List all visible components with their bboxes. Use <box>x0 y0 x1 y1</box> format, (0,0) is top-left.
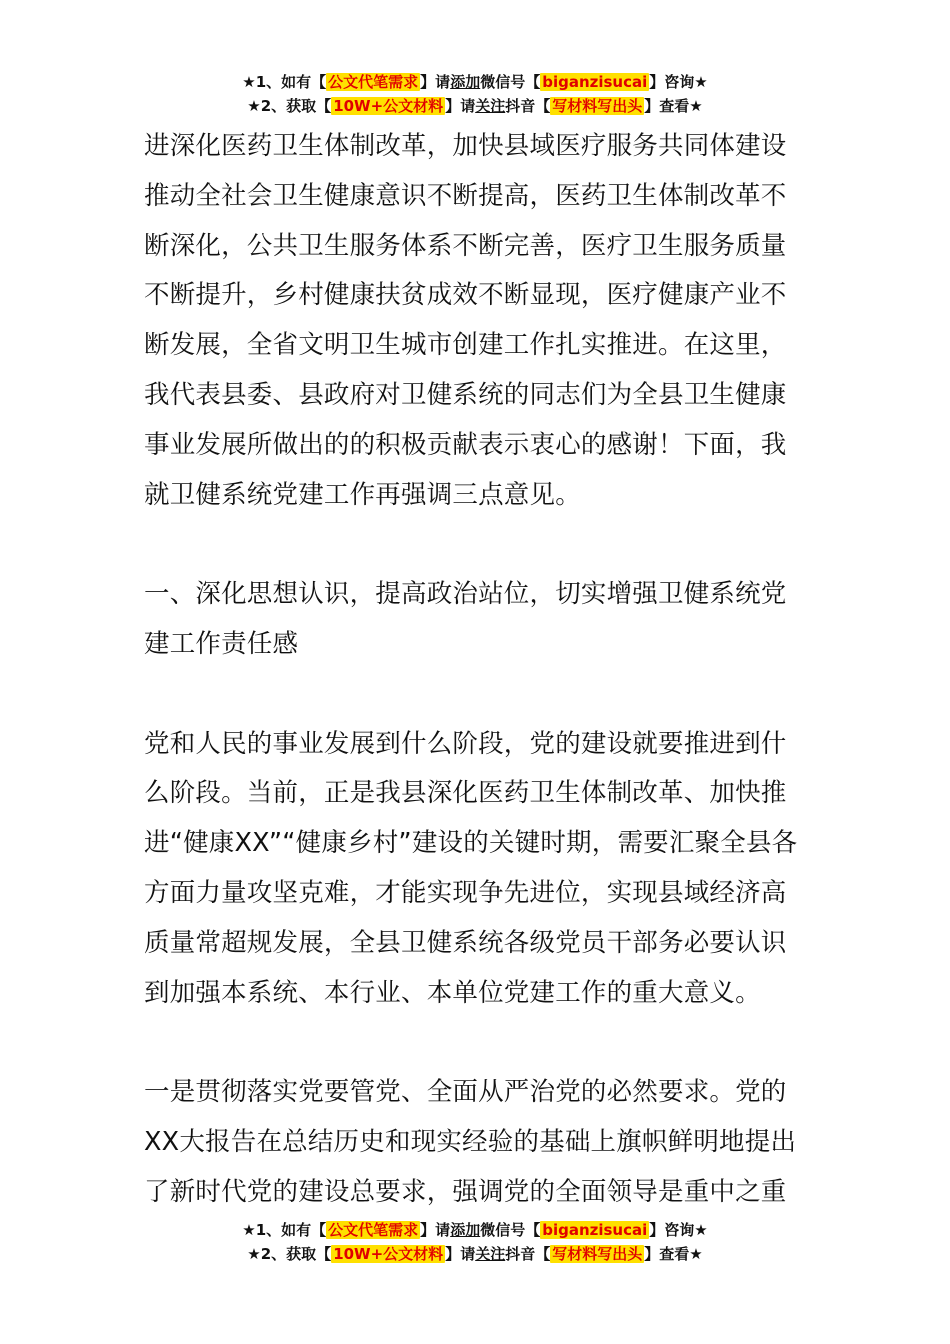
highlight-materials: 10W+公文材料 <box>333 97 444 115</box>
banner-text: 】请 <box>445 1245 476 1263</box>
banner-text: 抖音【 <box>505 97 551 115</box>
paragraph-spacer <box>144 520 810 570</box>
highlight-service: 公文代笔需求 <box>328 1221 419 1239</box>
banner-text: ★1、如有【 <box>242 1221 327 1239</box>
paragraph: 一是贯彻落实党要管党、全面从严治党的必然要求。党的XX大报告在总结历史和现实经验的基础上旗帜鲜明地提出了新时代党的建设总要求，强调党的全面领导是重中之重 <box>144 1077 797 1207</box>
banner-text: 】查看★ <box>644 1245 703 1263</box>
footer-banner <box>0 1218 950 1266</box>
paragraph: 进深化医药卫生体制改革，加快县域医疗服务共同体建设推动全社会卫生健康意识不断提高，医药卫生体制改革不断深化，公共卫生服务体系不断完善，医疗卫生服务质量不断提升，乡村健康扶贫成效不断显现，医疗健康产业不断发展，全省文明卫生城市创建工作扎实推进。在这里，我代表县委、县政府对卫健系统的同志们为全县卫生健康事业发展所做出的的积极贡献表示衷心的感谢！下面，我就卫健系统党建工作再强调三点意见。 <box>144 131 787 510</box>
banner-text: 抖音【 <box>505 1245 551 1263</box>
banner-line-1 <box>0 1218 950 1242</box>
banner-text: 微信号【 <box>480 73 541 91</box>
banner-text: 】请 <box>420 73 451 91</box>
paragraph-spacer <box>144 1018 810 1068</box>
banner-text: 】请 <box>445 97 476 115</box>
banner-text: ★2、获取【 <box>247 97 332 115</box>
banner-text: 】咨询★ <box>649 73 708 91</box>
banner-text: 】咨询★ <box>649 1221 708 1239</box>
highlight-douyin-account: 写材料写出头 <box>552 1245 643 1263</box>
underlined-word: 添加 <box>450 1221 481 1239</box>
underlined-word: 关注 <box>475 97 506 115</box>
banner-text: 微信号【 <box>480 1221 541 1239</box>
paragraph-spacer <box>144 670 810 720</box>
banner-text: ★2、获取【 <box>247 1245 332 1263</box>
banner-text: 】请 <box>420 1221 451 1239</box>
paragraph: 党和人民的事业发展到什么阶段，党的建设就要推进到什么阶段。当前，正是我县深化医药卫生体制改革、加快推进“健康XX”“健康乡村”建设的关键时期，需要汇聚全县各方面力量攻坚克难，才能实现争先进位，实现县域经济高质量常超规发展，全县卫健系统各级党员干部务必要认识到加强本系统、本行业、本单位党建工作的重大意义。 <box>144 728 798 1008</box>
header-banner <box>0 70 950 118</box>
highlight-wechat-id: biganzisucai <box>542 73 648 91</box>
banner-line-2 <box>0 94 950 118</box>
banner-text: ★1、如有【 <box>242 73 327 91</box>
banner-text: 】查看★ <box>644 97 703 115</box>
document-body <box>144 122 810 1218</box>
banner-line-1 <box>0 70 950 94</box>
highlight-douyin-account: 写材料写出头 <box>552 97 643 115</box>
highlight-materials: 10W+公文材料 <box>333 1245 444 1263</box>
banner-line-2 <box>0 1242 950 1266</box>
highlight-service: 公文代笔需求 <box>328 73 419 91</box>
section-heading: 一、深化思想认识，提高政治站位，切实增强卫健系统党建工作责任感 <box>144 579 787 659</box>
underlined-word: 添加 <box>450 73 481 91</box>
highlight-wechat-id: biganzisucai <box>542 1221 648 1239</box>
underlined-word: 关注 <box>475 1245 506 1263</box>
